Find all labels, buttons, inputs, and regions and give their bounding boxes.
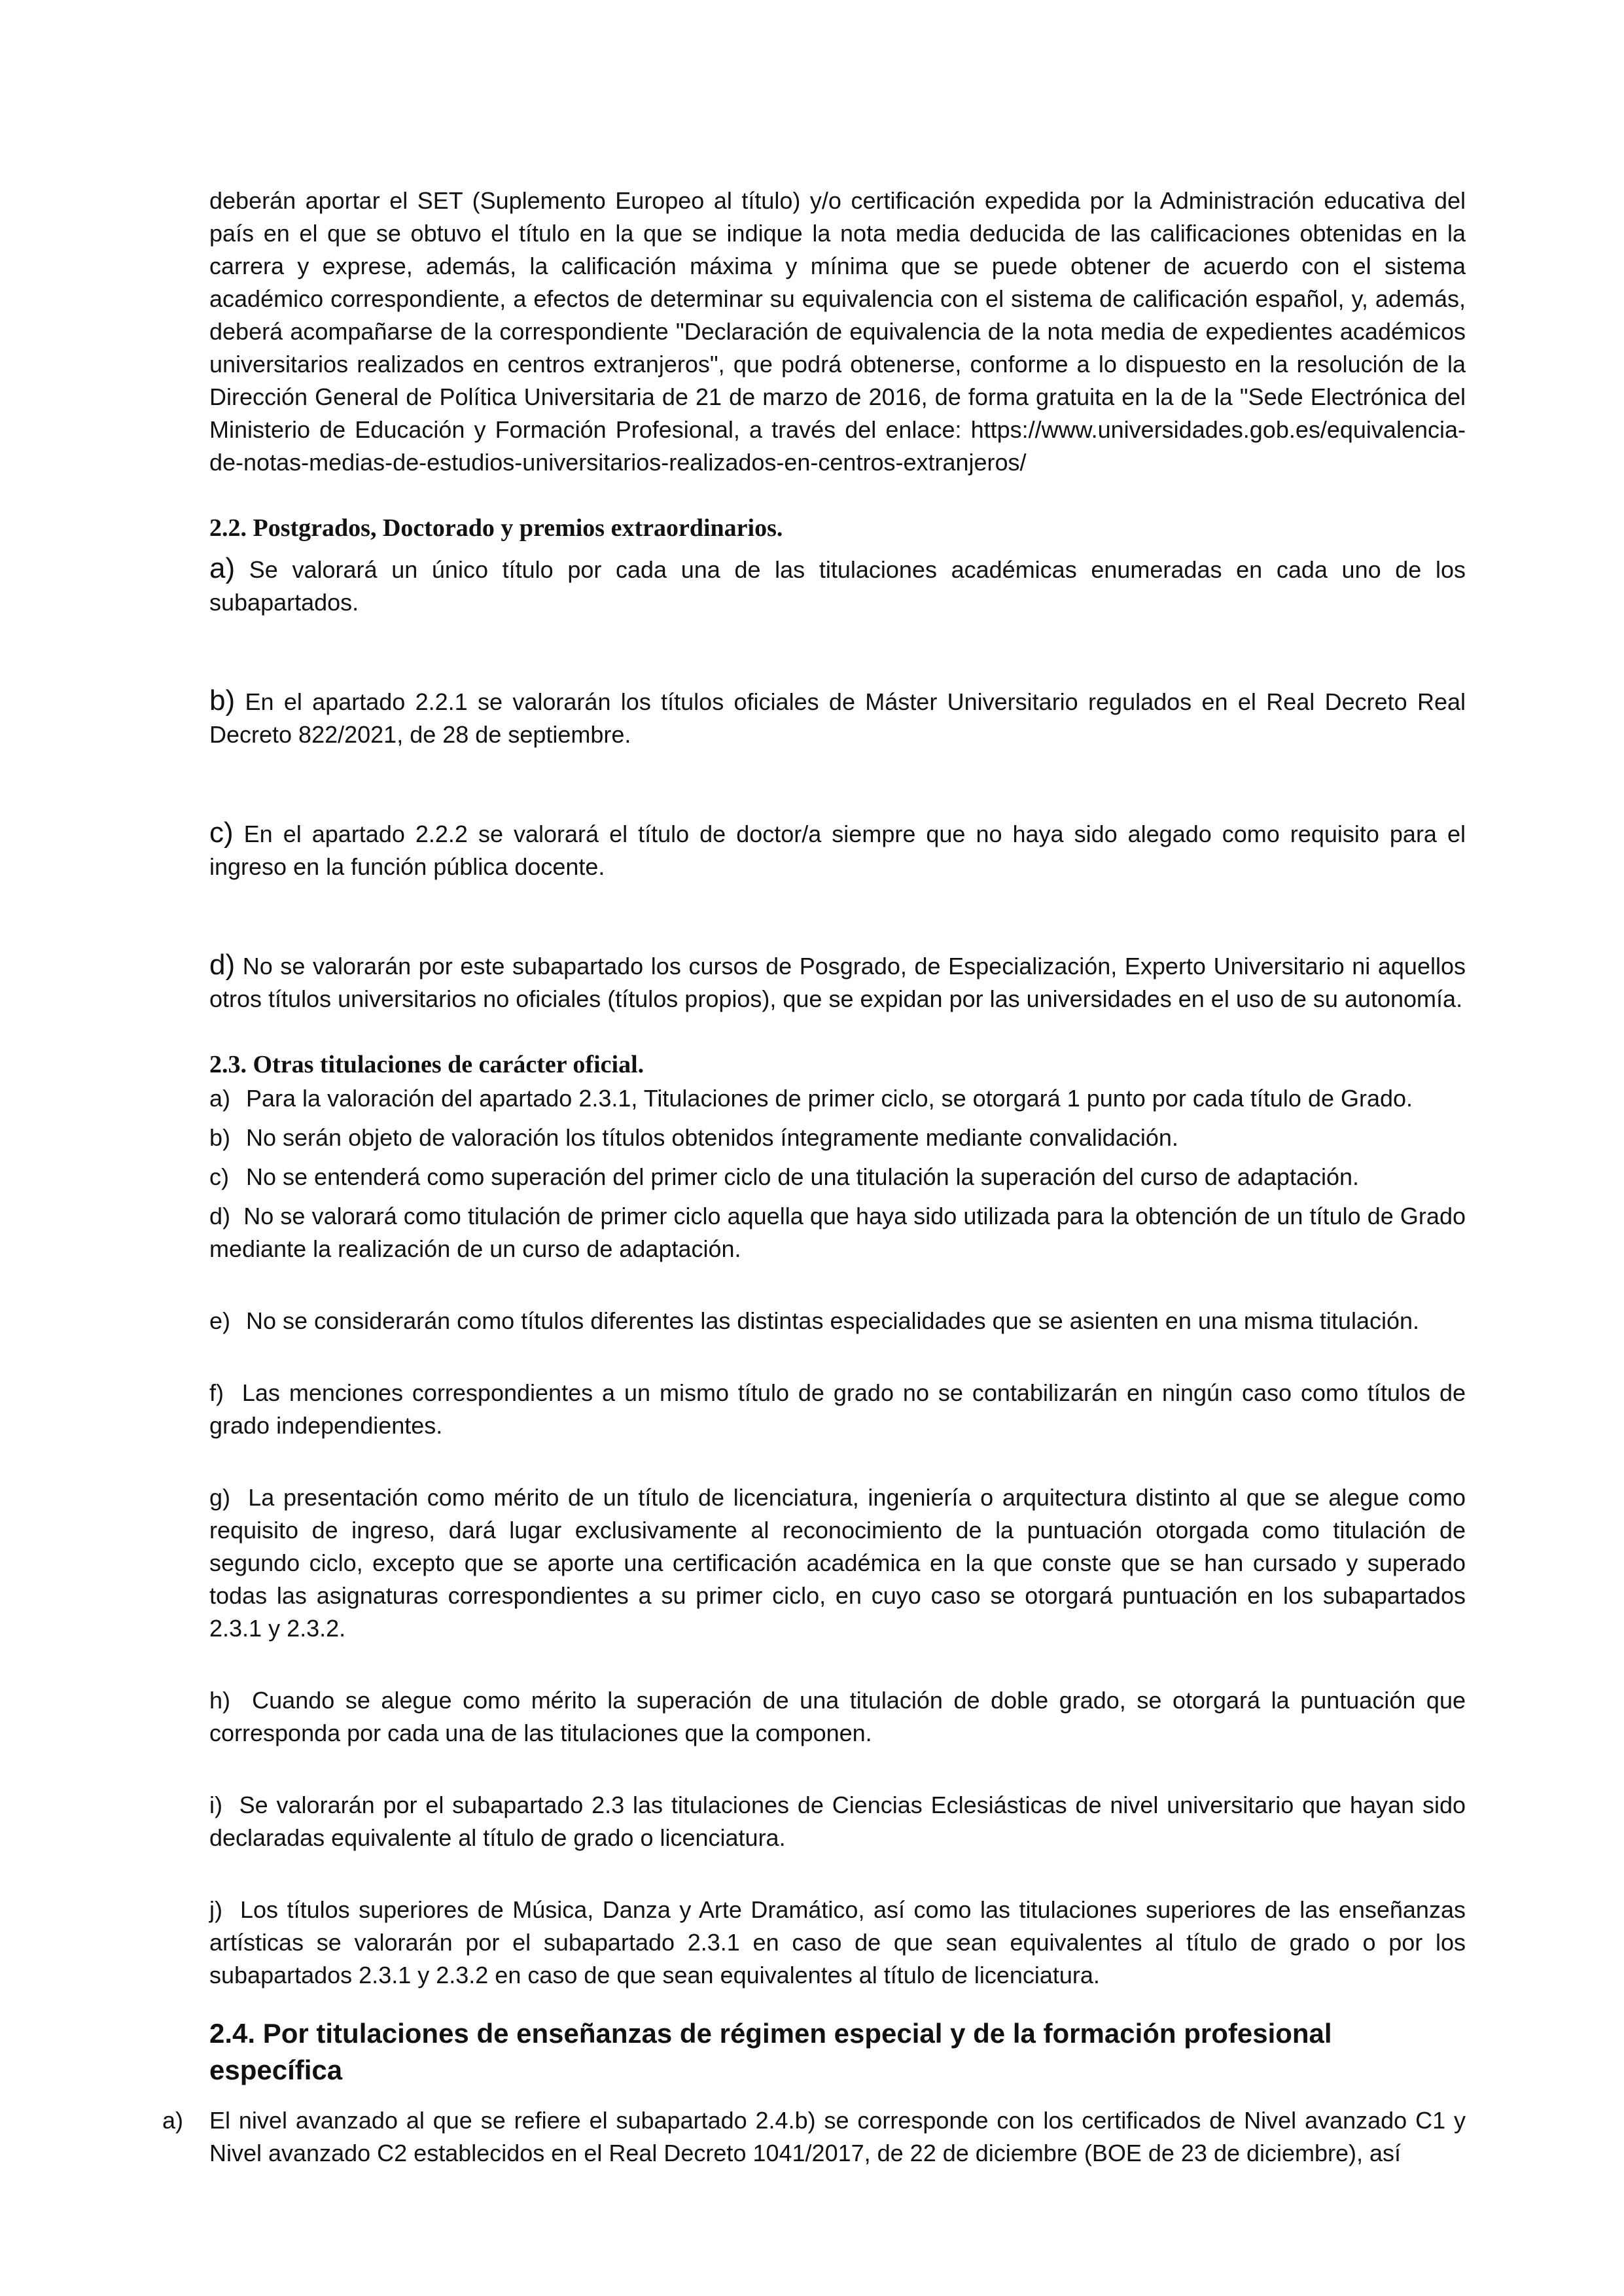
item-label: a) xyxy=(162,2107,184,2134)
item-label: c) xyxy=(209,817,234,849)
item-text xyxy=(209,1377,1466,1442)
section-2-3-item-a xyxy=(209,1082,1466,1115)
item-label: i) xyxy=(209,1792,222,1818)
item-body: Se valorarán por el subapartado 2.3 las titulaciones de Ciencias Eclesiásticas de nivel universitario que hayan sido declaradas equivalente al título de grado o licenciatura. xyxy=(209,1792,1466,1851)
section-2-4-item-a xyxy=(162,2104,1466,2170)
item-label: a) xyxy=(209,1085,231,1112)
section-2-3-item-f xyxy=(209,1377,1466,1442)
item-label: g) xyxy=(209,1484,231,1511)
item-label: j) xyxy=(209,1896,222,1923)
item-text: En el apartado 2.2.1 se valorarán los títulos oficiales de Máster Universitario regulados en el Real Decreto Real Decreto 822/2021, de 28 de septiembre. xyxy=(209,688,1466,748)
item-label: a) xyxy=(209,552,236,584)
section-2-2-item-a xyxy=(209,552,1466,619)
item-label: c) xyxy=(209,1163,229,1190)
item-text: No se considerarán como títulos diferentes las distintas especialidades que se asienten en una misma titulación. xyxy=(246,1307,1420,1334)
section-2-3-item-b xyxy=(209,1122,1466,1154)
item-text: Para la valoración del apartado 2.3.1, Titulaciones de primer ciclo, se otorgará 1 punto por cada título de Grado. xyxy=(246,1085,1413,1112)
item-text: No serán objeto de valoración los títulos obtenidos íntegramente mediante convalidación. xyxy=(246,1124,1178,1151)
intro-paragraph: deberán aportar el SET (Suplemento Europeo al título) y/o certificación expedida por la Administración educativa del país en el que se obtuvo el título en la que se indique la nota media deducida de las calificaciones obtenidas en la carrera y exprese, además, la calificación máxima y mínima que se puede obtener de acuerdo con el sistema académico correspondiente, a efectos de determinar su equivalencia con el sistema de calificación español, y, además, deberá acompañarse de la correspondiente "Declaración de equivalencia de la nota media de expedientes académicos universitarios realizados en centros extranjeros", que podrá obtenerse, conforme a lo dispuesto en la resolución de la Dirección General de Política Universitaria de 21 de marzo de 2016, de forma gratuita en la de la "Sede Electrónica del Ministerio de Educación y Formación Profesional, a través del enlace: https://www.universidades.gob.es/equivalencia-de-notas-medias-de-estudios-universitarios-realizados-en-centros-extranjeros/ xyxy=(209,187,1466,476)
section-2-3-item-e xyxy=(209,1305,1466,1337)
item-text xyxy=(209,1200,1466,1265)
item-text: En el apartado 2.2.2 se valorará el título de doctor/a siempre que no haya sido alegado como requisito para el ingreso en la función pública docente. xyxy=(209,821,1466,880)
item-text xyxy=(209,1894,1466,1992)
section-2-2-item-c xyxy=(209,817,1466,883)
document-page xyxy=(162,185,1466,2170)
item-text xyxy=(209,1481,1466,1645)
item-text: No se entenderá como superación del primer ciclo de una titulación la superación del curso de adaptación. xyxy=(246,1163,1360,1190)
item-label: h) xyxy=(209,1687,231,1714)
item-label: d) xyxy=(209,1203,231,1229)
item-body: Cuando se alegue como mérito la superación de una titulación de doble grado, se otorgará la puntuación que corresponda por cada una de las titulaciones que la componen. xyxy=(209,1687,1466,1746)
item-label: b) xyxy=(209,684,236,716)
item-body: No se valorará como titulación de primer ciclo aquella que haya sido utilizada para la obtención de un título de Grado mediante la realización de un curso de adaptación. xyxy=(209,1203,1466,1262)
section-2-4-heading: 2.4. Por titulaciones de enseñanzas de régimen especial y de la formación profesional específica xyxy=(209,2018,1332,2085)
item-text: Se valorará un único título por cada una de las titulaciones académicas enumeradas en cada uno de los subapartados. xyxy=(209,556,1466,616)
item-text xyxy=(209,1789,1466,1854)
section-2-2-item-d xyxy=(209,949,1466,1016)
item-text xyxy=(209,1684,1466,1750)
item-body: Los títulos superiores de Música, Danza y Arte Dramático, así como las titulaciones superiores de las enseñanzas artísticas se valorarán por el subapartado 2.3.1 en caso de que sean equivalentes al título de grado o por los subapartados 2.3.1 y 2.3.2 en caso de que sean equivalentes al título de licenciatura. xyxy=(209,1896,1466,1988)
section-2-3-heading: 2.3. Otras titulaciones de carácter oficial. xyxy=(209,1051,644,1078)
section-2-3-item-j xyxy=(209,1894,1466,1992)
item-body: La presentación como mérito de un título de licenciatura, ingeniería o arquitectura distinto al que se alegue como requisito de ingreso, dará lugar exclusivamente al reconocimiento de la puntuación otorgada como titulación de segundo ciclo, excepto que se aporte una certificación académica en la que conste que se han cursado y superado todas las asignaturas correspondientes a su primer ciclo, en cuyo caso se otorgará puntuación en los subapartados 2.3.1 y 2.3.2. xyxy=(209,1484,1466,1642)
section-2-3-item-h xyxy=(209,1684,1466,1750)
item-label: d) xyxy=(209,949,236,981)
section-2-3-item-i xyxy=(209,1789,1466,1854)
section-2-2-heading: 2.2. Postgrados, Doctorado y premios extraordinarios. xyxy=(209,514,783,542)
item-label: e) xyxy=(209,1307,231,1334)
item-body: Las menciones correspondientes a un mismo título de grado no se contabilizarán en ningún caso como títulos de grado independientes. xyxy=(209,1379,1466,1439)
item-label: b) xyxy=(209,1124,231,1151)
section-2-3-item-g xyxy=(209,1481,1466,1645)
item-text: No se valorarán por este subapartado los cursos de Posgrado, de Especialización, Experto Universitario ni aquellos otros títulos universitarios no oficiales (títulos propios), que se expidan por las universidades en el uso de su autonomía. xyxy=(209,953,1466,1012)
section-2-3-item-c xyxy=(209,1161,1466,1193)
item-text: El nivel avanzado al que se refiere el subapartado 2.4.b) se corresponde con los certificados de Nivel avanzado C1 y Nivel avanzado C2 establecidos en el Real Decreto 1041/2017, de 22 de diciembre (BOE de 23 de diciembre), así xyxy=(209,2107,1466,2166)
section-2-3-item-d xyxy=(209,1200,1466,1265)
item-label: f) xyxy=(209,1379,224,1406)
section-2-2-item-b xyxy=(209,684,1466,751)
